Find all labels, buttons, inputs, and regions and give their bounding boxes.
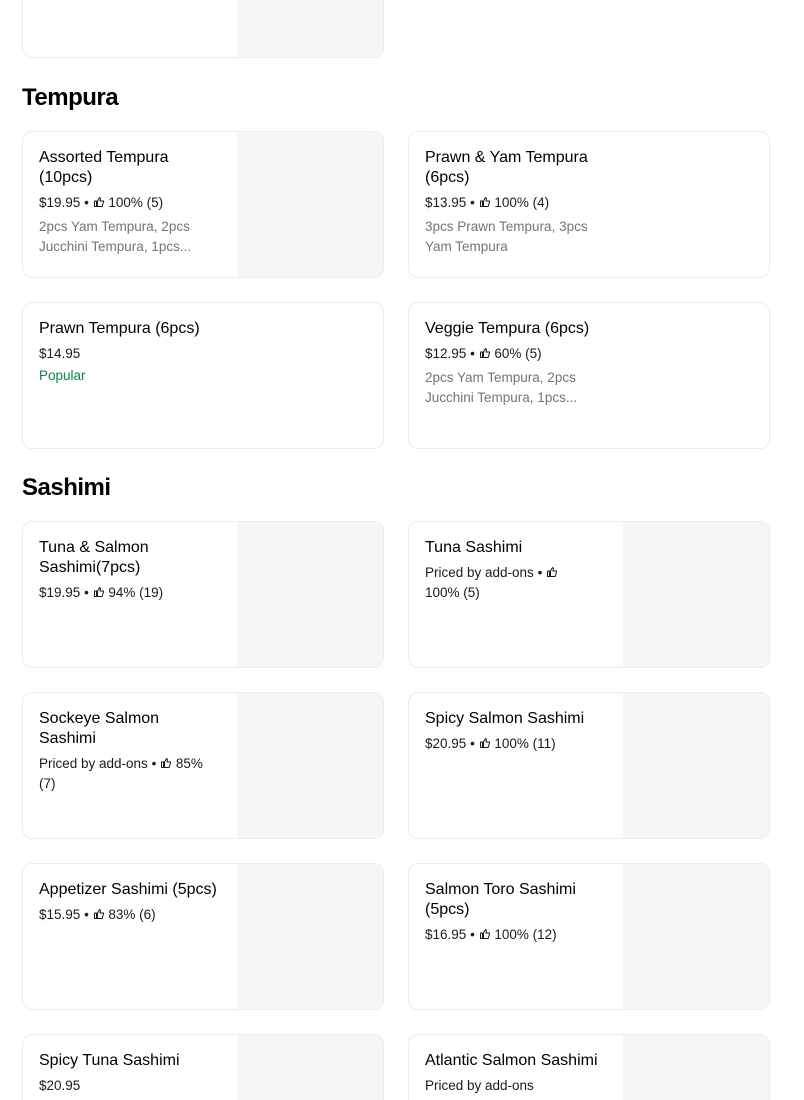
item-image xyxy=(237,0,383,57)
item-description: 2pcs Yam Tempura, 2pcs Jucchini Tempura, 1pcs... xyxy=(425,370,578,405)
menu-item-veggie-tempura[interactable] xyxy=(408,302,770,449)
item-description: 3pcs Prawn Tempura, 3pcs Yam Tempura xyxy=(425,219,588,254)
menu-item-tuna-salmon-sashimi[interactable] xyxy=(22,521,384,668)
item-meta xyxy=(425,734,605,754)
item-name: Salmon Toro Sashimi (5pcs) xyxy=(425,881,576,918)
item-rating: 85% (7) xyxy=(39,756,203,791)
section-title-tempura: Tempura xyxy=(22,84,119,111)
separator: • xyxy=(470,346,475,361)
item-meta xyxy=(425,344,625,364)
item-meta xyxy=(425,563,595,603)
menu-item-sockeye-salmon-sashimi[interactable] xyxy=(22,692,384,839)
item-price: Priced by add-ons xyxy=(39,756,148,771)
separator: • xyxy=(470,736,475,751)
item-name: Tuna & Salmon Sashimi(7pcs) xyxy=(39,539,149,576)
item-description: 2pcs Yam Tempura, 2pcs Jucchini Tempura, 1pcs... xyxy=(39,219,192,254)
item-price: $16.95 xyxy=(425,927,467,942)
item-name: Prawn Tempura (6pcs) xyxy=(39,320,200,337)
thumbs-up-icon xyxy=(479,928,491,940)
item-price: $19.95 xyxy=(39,585,81,600)
separator: • xyxy=(470,195,475,210)
item-price: $14.95 xyxy=(39,346,81,361)
item-name: Prawn & Yam Tempura (6pcs) xyxy=(425,149,588,186)
menu-item-tuna-sashimi[interactable] xyxy=(408,521,770,668)
thumbs-up-icon xyxy=(93,908,105,920)
item-image xyxy=(623,693,769,838)
item-price: Priced by add-ons xyxy=(425,565,534,580)
item-price: Priced by add-ons xyxy=(425,1078,534,1093)
item-meta xyxy=(425,193,605,213)
item-image xyxy=(237,1035,383,1100)
item-price: $20.95 xyxy=(425,736,467,751)
menu-item-assorted-tempura[interactable] xyxy=(22,131,384,278)
menu-item-spicy-salmon-sashimi[interactable] xyxy=(408,692,770,839)
menu-item-salmon-toro-sashimi[interactable] xyxy=(408,863,770,1010)
item-rating: 100% (5) xyxy=(425,585,480,600)
menu-item-card[interactable] xyxy=(22,0,384,58)
item-name: Appetizer Sashimi (5pcs) xyxy=(39,881,217,898)
item-rating: 100% (12) xyxy=(494,927,557,942)
item-rating: 100% (4) xyxy=(494,195,550,210)
item-image xyxy=(623,864,769,1009)
item-name: Sockeye Salmon Sashimi xyxy=(39,710,160,747)
item-image xyxy=(237,132,383,277)
item-meta xyxy=(39,754,209,794)
item-name: Tuna Sashimi xyxy=(425,539,523,556)
item-rating: 100% (11) xyxy=(494,736,556,751)
separator: • xyxy=(84,907,89,922)
separator: • xyxy=(470,927,475,942)
item-meta xyxy=(425,925,605,945)
item-meta xyxy=(39,1076,219,1096)
thumbs-up-icon xyxy=(93,586,105,598)
menu-item-spicy-tuna-sashimi[interactable] xyxy=(22,1034,384,1100)
separator: • xyxy=(84,585,89,600)
item-image xyxy=(237,522,383,667)
item-name: Atlantic Salmon Sashimi xyxy=(425,1052,598,1069)
item-price: $12.95 xyxy=(425,346,467,361)
thumbs-up-icon xyxy=(479,347,491,359)
item-image xyxy=(237,864,383,1009)
item-meta xyxy=(39,905,219,925)
item-meta xyxy=(39,344,239,364)
item-image xyxy=(623,1035,769,1100)
thumbs-up-icon xyxy=(546,566,558,578)
item-name: Veggie Tempura (6pcs) xyxy=(425,320,590,337)
menu-item-prawn-yam-tempura[interactable] xyxy=(408,131,770,278)
popular-badge: Popular xyxy=(39,368,86,383)
thumbs-up-icon xyxy=(479,737,491,749)
item-image xyxy=(623,522,769,667)
item-image xyxy=(237,693,383,838)
thumbs-up-icon xyxy=(93,196,105,208)
item-name: Spicy Salmon Sashimi xyxy=(425,710,585,727)
item-rating: 94% (19) xyxy=(108,585,164,600)
item-meta xyxy=(39,583,219,603)
separator: • xyxy=(151,756,157,771)
item-price: $15.95 xyxy=(39,907,81,922)
item-price: $20.95 xyxy=(39,1078,81,1093)
thumbs-up-icon xyxy=(479,196,491,208)
item-name: Assorted Tempura (10pcs) xyxy=(39,149,169,186)
menu-item-appetizer-sashimi[interactable] xyxy=(22,863,384,1010)
item-rating: 60% (5) xyxy=(494,346,542,361)
menu-item-atlantic-salmon-sashimi[interactable] xyxy=(408,1034,770,1100)
item-meta xyxy=(39,193,219,213)
menu-item-prawn-tempura[interactable] xyxy=(22,302,384,449)
item-meta xyxy=(425,1076,605,1096)
separator: • xyxy=(537,565,543,580)
item-price: $13.95 xyxy=(425,195,467,210)
item-price: $19.95 xyxy=(39,195,81,210)
item-name: Spicy Tuna Sashimi xyxy=(39,1052,180,1069)
section-title-sashimi: Sashimi xyxy=(22,474,111,501)
item-rating: 100% (5) xyxy=(108,195,164,210)
separator: • xyxy=(84,195,89,210)
thumbs-up-icon xyxy=(160,757,172,769)
item-rating: 83% (6) xyxy=(108,907,156,922)
